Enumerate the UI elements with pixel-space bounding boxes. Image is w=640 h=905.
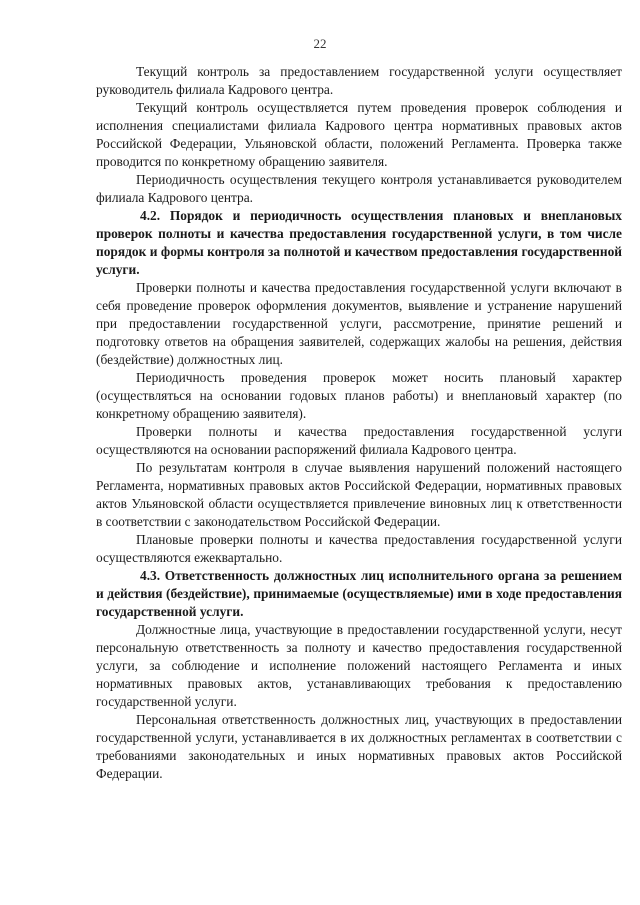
document-body [96, 63, 622, 783]
page-number: 22 [313, 36, 327, 51]
paragraph-control-periodicity: Периодичность осуществления текущего контроля устанавливается руководителем филиала Кадрового центра. [96, 172, 622, 205]
paragraph-inspections-include: Проверки полноты и качества предоставления государственной услуги включают в себя проведение проверок оформления документов, выявление и устранение нарушений при предоставлении государственной услуги, рассмотрение, принятие решений и подготовку ответов на обращения заявителей, содержащих жалобы на решения, действия (бездействие) должностных лиц. [96, 280, 622, 367]
paragraph-personal-responsibility: Персональная ответственность должностных лиц, участвующих в предоставлении государственной услуги, устанавливается в их должностных регламентах в соответствии с требованиями законодательных и иных нормативных правовых актов Российской Федерации. [96, 712, 622, 781]
section-heading-4-2: 4.2. Порядок и периодичность осуществления плановых и внеплановых проверок полноты и качества предоставления государственной услуги, в том числе порядок и формы контроля за полнотой и качеством предоставления государственной услуги. [96, 208, 622, 277]
paragraph-control-method: Текущий контроль осуществляется путем проведения проверок соблюдения и исполнения специалистами филиала Кадрового центра нормативных правовых актов Российской Федерации, Ульяновской области, положений Регламента. Проверка также проводится по конкретному обращению заявителя. [96, 100, 622, 169]
paragraph-officials-responsibility: Должностные лица, участвующие в предоставлении государственной услуги, несут персональную ответственность за полноту и качество предоставления государственной услуги, за соблюдение и исполнение положений настоящего Регламента и иных нормативных правовых актов, устанавливающих требования к предоставлению государственной услуги. [96, 622, 622, 709]
paragraph-control-results: По результатам контроля в случае выявления нарушений положений настоящего Регламента, нормативных правовых актов Российской Федерации, нормативных правовых актов Ульяновской области осуществляется привлечение виновных лиц к ответственности в соответствии с законодательством Российской Федерации. [96, 460, 622, 529]
paragraph-inspection-periodicity: Периодичность проведения проверок может носить плановый характер (осуществляться на основании годовых планов работы) и внеплановый характер (по конкретному обращению заявителя). [96, 370, 622, 421]
paragraph-planned-inspections: Плановые проверки полноты и качества предоставления государственной услуги осуществляются ежеквартально. [96, 532, 622, 565]
paragraph-current-control: Текущий контроль за предоставлением государственной услуги осуществляет руководитель филиала Кадрового центра. [96, 64, 622, 97]
paragraph-inspection-basis: Проверки полноты и качества предоставления государственной услуги осуществляются на основании распоряжений филиала Кадрового центра. [96, 424, 622, 457]
section-heading-4-3: 4.3. Ответственность должностных лиц исполнительного органа за решением и действия (бездействие), принимаемые (осуществляемые) ими в ходе предоставления государственной услуги. [96, 568, 622, 619]
